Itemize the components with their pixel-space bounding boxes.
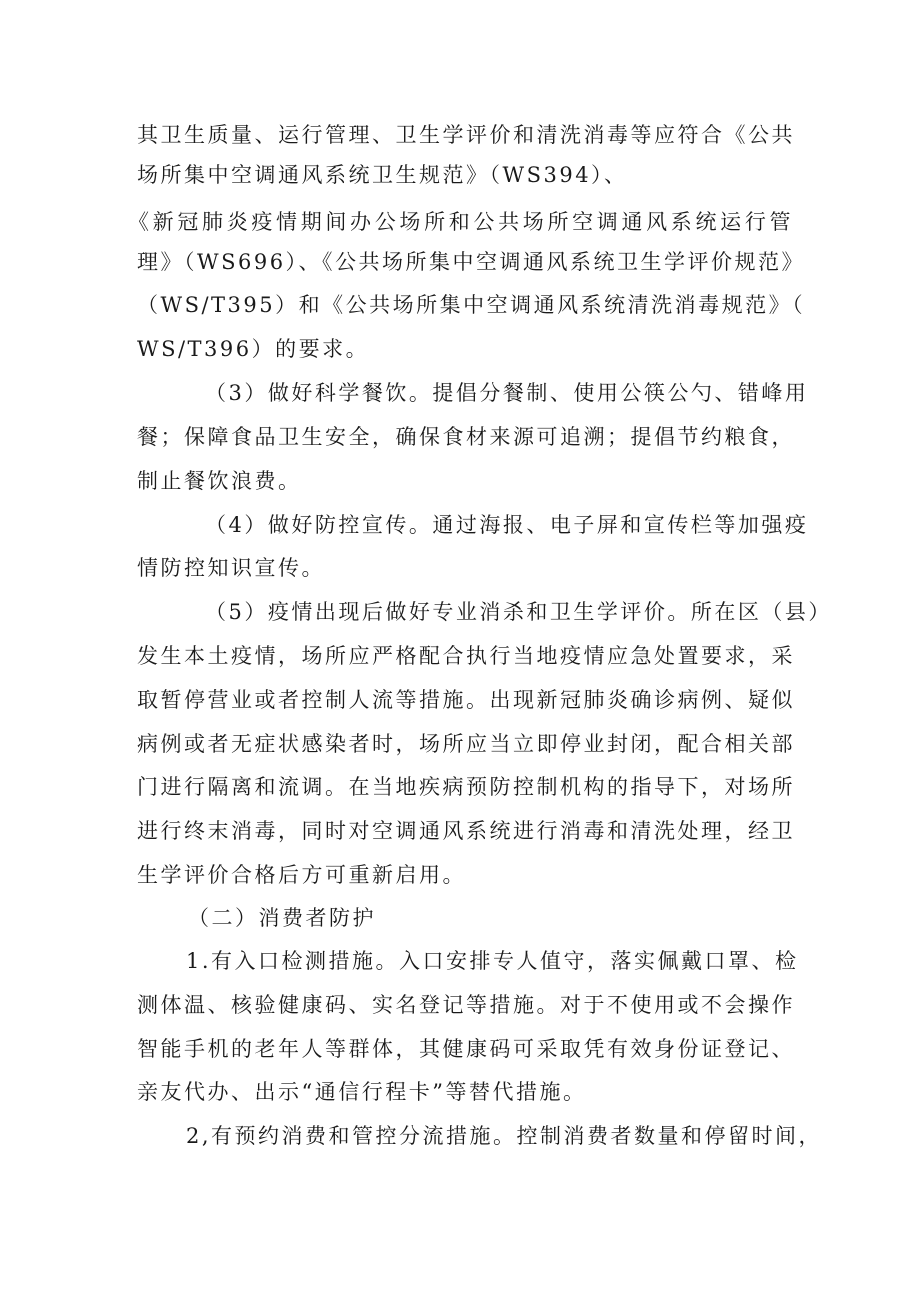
- text-line: 餐；保障食品卫生安全，确保食材来源可追溯；提倡节约粮食，: [137, 425, 795, 449]
- text-line: 取暂停营业或者控制人流等措施。出现新冠肺炎确诊病例、疑似: [137, 688, 795, 712]
- section-heading: （二）消费者防护: [188, 906, 376, 930]
- text-line: （5）疫情出现后做好专业消杀和卫生学评价。所在区（县）: [205, 600, 832, 624]
- text-line: 情防控知识宣传。: [137, 556, 325, 580]
- text-line: 其卫生质量、运行管理、卫生学评价和清洗消毒等应符合《公共: [137, 123, 795, 147]
- text-line: 2,有预约消费和管控分流措施。控制消费者数量和停留时间，: [186, 1124, 823, 1148]
- text-line: 《新冠肺炎疫情期间办公场所和公共场所空调通风系统运行管: [128, 210, 793, 234]
- text-line: 发生本土疫情，场所应严格配合执行当地疫情应急处置要求，采: [137, 644, 795, 668]
- text-line: 门进行隔离和流调。在当地疾病预防控制机构的指导下，对场所: [137, 775, 795, 799]
- text-line: 场所集中空调通风系统卫生规范》（WS394）、: [137, 163, 628, 187]
- text-line: 病例或者无症状感染者时，场所应当立即停业封闭，配合相关部: [137, 732, 795, 756]
- text-line: 生学评价合格后方可重新启用。: [137, 863, 466, 887]
- text-line: 制止餐饮浪费。: [137, 469, 302, 493]
- text-line: 进行终末消毒，同时对空调通风系统进行消毒和清洗处理，经卫: [137, 819, 795, 843]
- text-line: 亲友代办、出示“通信行程卡”等替代措施。: [137, 1080, 587, 1104]
- text-line: WS/T396）的要求。: [137, 337, 370, 361]
- text-line: 理》（WS696）、《公共场所集中空调通风系统卫生学评价规范》: [137, 250, 806, 274]
- text-line: 1.有入口检测措施。入口安排专人值守，落实佩戴口罩、检: [186, 949, 799, 973]
- text-line: （WS/T395）和《公共场所集中空调通风系统清洗消毒规范》（: [137, 293, 806, 317]
- text-line: （4）做好防控宣传。通过海报、电子屏和宣传栏等加强疫: [205, 513, 809, 537]
- text-line: 智能手机的老年人等群体，其健康码可采取凭有效身份证登记、: [137, 1037, 795, 1061]
- text-line: （3）做好科学餐饮。提倡分餐制、使用公筷公勺、错峰用: [205, 381, 809, 405]
- text-line: 测体温、核验健康码、实名登记等措施。对于不使用或不会操作: [137, 993, 795, 1017]
